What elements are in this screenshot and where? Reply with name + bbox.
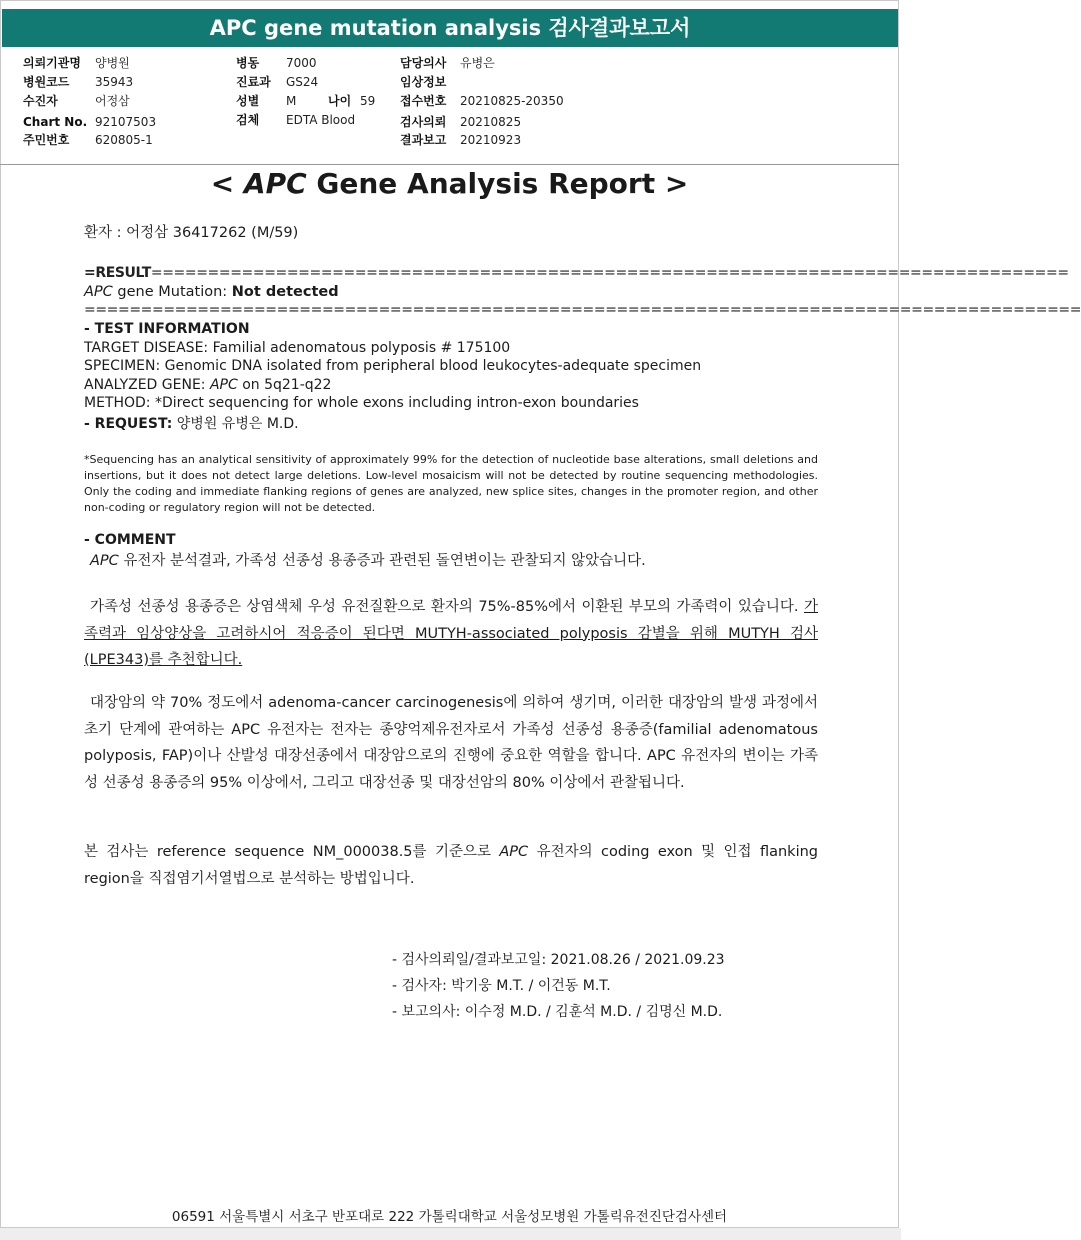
info-label: 수진자 — [23, 94, 58, 108]
analyzed-gene-name: APC — [209, 377, 238, 393]
info-label: 병동 — [236, 56, 260, 70]
info-label: 병원코드 — [23, 75, 70, 89]
info-label: 결과보고 — [400, 133, 447, 147]
result-label: =RESULT — [84, 265, 151, 281]
comment-paragraph-3: 대장암의 약 70% 정도에서 adenoma-cancer carcinogenesis에 의하여 생기며, 이러한 대장암의 발생 과정에서 초기 단계에 관여하는 APC 유전자는 전자는 종양억제유전자로서 가족성 선종성 용종증(familial adenomatous polyposis, FAP)이나 산발성 대장선종에서 대장암으로의 진행에 중요한 역할을 합니다. APC 유전자의 변이는 가족성 선종성 용종증의 95% 이상에서, 그리고 대장선종 및 대장선암의 80% 이상에서 관찰됩니다. — [84, 695, 818, 791]
info-label: 나이 — [328, 94, 352, 108]
comment-paragraph-4 — [84, 839, 818, 892]
signature-testers: - 검사자: 박기웅 M.T. / 이건동 M.T. — [392, 978, 611, 994]
info-label: 검사의뢰 — [400, 115, 447, 129]
specimen-info: SPECIMEN: Genomic DNA isolated from peripheral blood leukocytes-adequate specimen — [84, 358, 702, 374]
mutation-text: gene Mutation: — [112, 284, 232, 300]
comment-paragraph-1 — [84, 548, 818, 575]
comment1-text: 유전자 분석결과, 가족성 선종성 용종증과 관련된 돌연변이는 관찰되지 않았습니다. — [118, 553, 646, 569]
result-separator-bottom: ======================================================================================== — [84, 302, 1081, 318]
request-line — [84, 415, 299, 434]
info-value: EDTA Blood — [286, 113, 356, 127]
bottom-strip — [0, 1228, 901, 1240]
result-separator — [84, 265, 1069, 281]
header-divider — [0, 164, 899, 165]
info-label: 접수번호 — [400, 94, 447, 108]
info-label: 검체 — [236, 113, 260, 127]
report-title — [0, 166, 899, 202]
footer-address: 06591 서울특별시 서초구 반포대로 222 가톨릭대학교 서울성모병원 가톨릭유전진단검사센터 — [171, 1209, 728, 1225]
info-value: 20210825-20350 — [460, 94, 564, 108]
info-value: 20210923 — [460, 133, 522, 147]
info-value: 20210825 — [460, 115, 522, 129]
info-label: 진료과 — [236, 75, 271, 89]
patient-line: 환자 : 어정삼 36417262 (M/59) — [84, 225, 299, 241]
info-label: 의뢰기관명 — [23, 56, 81, 70]
method-info: METHOD: *Direct sequencing for whole exons including intron-exon boundaries — [84, 395, 639, 411]
comment4-gene: APC — [499, 844, 529, 860]
mutation-gene: APC — [84, 284, 113, 300]
info-label: 주민번호 — [23, 133, 70, 147]
signature-dates: - 검사의뢰일/결과보고일: 2021.08.26 / 2021.09.23 — [392, 952, 725, 968]
target-disease: TARGET DISEASE: Familial adenomatous polyposis # 175100 — [84, 340, 511, 356]
info-value: GS24 — [286, 75, 319, 89]
analyzed-gene-prefix: ANALYZED GENE: — [84, 377, 210, 393]
info-label: 담당의사 — [400, 56, 447, 70]
signature-doctors: - 보고의사: 이수정 M.D. / 김훈석 M.D. / 김명신 M.D. — [392, 1004, 723, 1020]
info-value: 7000 — [286, 56, 317, 70]
analyzed-gene-suffix: on 5q21-q22 — [237, 377, 332, 393]
test-info-heading: - TEST INFORMATION — [84, 321, 250, 337]
info-value: 59 — [360, 94, 376, 108]
report-banner-title: APC gene mutation analysis 검사결과보고서 — [2, 9, 898, 47]
analyzed-gene — [84, 376, 331, 395]
patient-info-block — [0, 52, 899, 164]
report-title-gene: APC — [243, 167, 307, 200]
request-heading: - REQUEST: — [84, 416, 173, 432]
sequencing-note: *Sequencing has an analytical sensitivity of approximately 99% for the detection of nucleotide base alterations, small deletions and insertions, but it does not detect large deletions. Low-level mosaicism will not be detected by routine sequencing methodologies. Only the coding and immediate flanking regions of genes are analyzed, new splice sites, changes in the promoter region, and other non-coding or regulatory region will not be detected. — [84, 453, 818, 514]
comment2-recommendation: 가족력과 임상양상을 고려하시어 적응증이 된다면 MUTYH-associated polyposis 감별을 위해 MUTYH 검사(LPE343)를 추천합니다. — [84, 599, 818, 668]
comment4-a: 본 검사는 reference sequence NM_000038.5를 기준으로 — [84, 844, 500, 860]
mutation-result-line — [84, 283, 339, 302]
info-value: 양병원 — [95, 56, 130, 70]
info-value: M — [286, 94, 297, 108]
info-label: Chart No. — [23, 115, 88, 129]
info-value: 620805-1 — [95, 133, 153, 147]
request-value: 양병원 유병은 M.D. — [172, 416, 299, 432]
report-title-prefix: < — [210, 167, 244, 200]
mutation-result: Not detected — [231, 284, 339, 300]
comment2-plain: 가족성 선종성 용종증은 상염색체 우성 유전질환으로 환자의 75%-85%에서 이환된 부모의 가족력이 있습니다. — [90, 599, 804, 615]
info-value: 92107503 — [95, 115, 157, 129]
info-value: 유병은 — [460, 56, 495, 70]
result-equals: ================================================================================= — [150, 265, 1069, 281]
comment4-b: 유전자의 coding exon 및 인접 flanking region을 직접염기서열법으로 분석하는 방법입니다. — [84, 844, 818, 887]
info-value: 어정삼 — [95, 94, 130, 108]
comment-paragraph-2 — [84, 594, 818, 674]
info-value: 35943 — [95, 75, 134, 89]
report-title-rest: Gene Analysis Report > — [306, 167, 689, 200]
info-label: 임상정보 — [400, 75, 447, 89]
info-label: 성별 — [236, 94, 260, 108]
comment-heading: - COMMENT — [84, 532, 176, 548]
comment1-gene: APC — [90, 553, 119, 569]
